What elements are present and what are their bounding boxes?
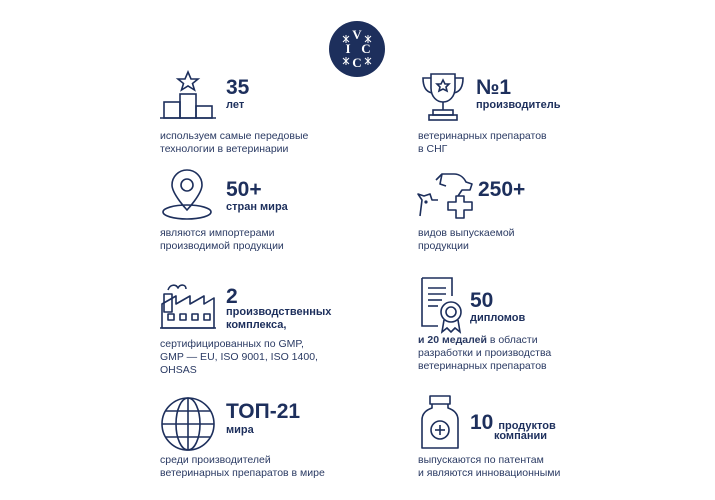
stat-number: 10 [470, 411, 494, 434]
vic-logo [328, 20, 386, 78]
logo-letter-c1: C [361, 41, 371, 56]
stat-desc-line: производимой продукции [160, 240, 284, 252]
stat-subtitle: дипломов [470, 312, 526, 324]
stat-desc-line: сертифицированных по GMP, [160, 338, 304, 350]
stat-desc-line: и являются инновационными [418, 467, 561, 479]
stat-desc-line: ветеринарных препаратов [418, 130, 547, 142]
stat-subtitle: стран мира [226, 201, 288, 213]
stat-desc-line: OHSAS [160, 364, 197, 376]
stat-desc-line: продукции [418, 240, 469, 252]
stat-desc-bold: и 20 медалей [418, 334, 487, 346]
stat-desc-line: выпускаются по патентам [418, 454, 544, 466]
stat-desc-line: технологии в ветеринарии [160, 143, 289, 155]
stat-desc-line: являются импортерами [160, 227, 275, 239]
stat-subtitle-line: комплекса, [226, 319, 287, 331]
stat-number: 35 [226, 76, 250, 99]
stat-number: №1 [476, 76, 512, 99]
podium-star-icon [160, 70, 216, 122]
factory-icon [160, 280, 216, 332]
stat-number: 50 [470, 289, 494, 312]
diploma-medal-icon [418, 276, 466, 334]
stat-subtitle-line: продуктов [498, 420, 556, 432]
stat-desc-line: видов выпускаемой [418, 227, 515, 239]
location-pin-icon [160, 168, 214, 222]
stat-desc-line [418, 334, 538, 347]
medicine-bottle-icon [418, 394, 462, 452]
stat-number: 50+ [226, 178, 262, 201]
stat-desc-line: ветеринарных препаратов [418, 360, 547, 372]
stat-subtitle-line: производственных [226, 306, 332, 318]
stat-desc-line: GMP — EU, ISO 9001, ISO 1400, [160, 351, 318, 363]
stat-desc-line: используем самые передовые [160, 130, 309, 142]
trophy-icon [418, 70, 468, 122]
stat-number: 250+ [478, 178, 526, 201]
stat-number: ТОП-21 [226, 400, 301, 423]
stat-subtitle: мира [226, 424, 254, 436]
stat-number: 2 [226, 285, 238, 308]
logo-letter-c2: C [352, 55, 362, 70]
stat-desc-rest: в области [486, 334, 538, 346]
stat-desc-line: ветеринарных препаратов в мире [160, 467, 325, 479]
stat-desc-line: среди производителей [160, 454, 271, 466]
dog-cat-plus-icon [416, 170, 476, 224]
logo-letter-v: V [352, 27, 362, 42]
logo-letter-i: I [345, 41, 351, 56]
stat-subtitle-line: компании [494, 430, 548, 442]
stat-subtitle: производитель [476, 99, 561, 111]
stat-desc-line: разработки и производства [418, 347, 552, 359]
stat-desc-line: в СНГ [418, 143, 448, 155]
globe-icon [160, 396, 216, 452]
stat-subtitle: лет [226, 99, 245, 111]
